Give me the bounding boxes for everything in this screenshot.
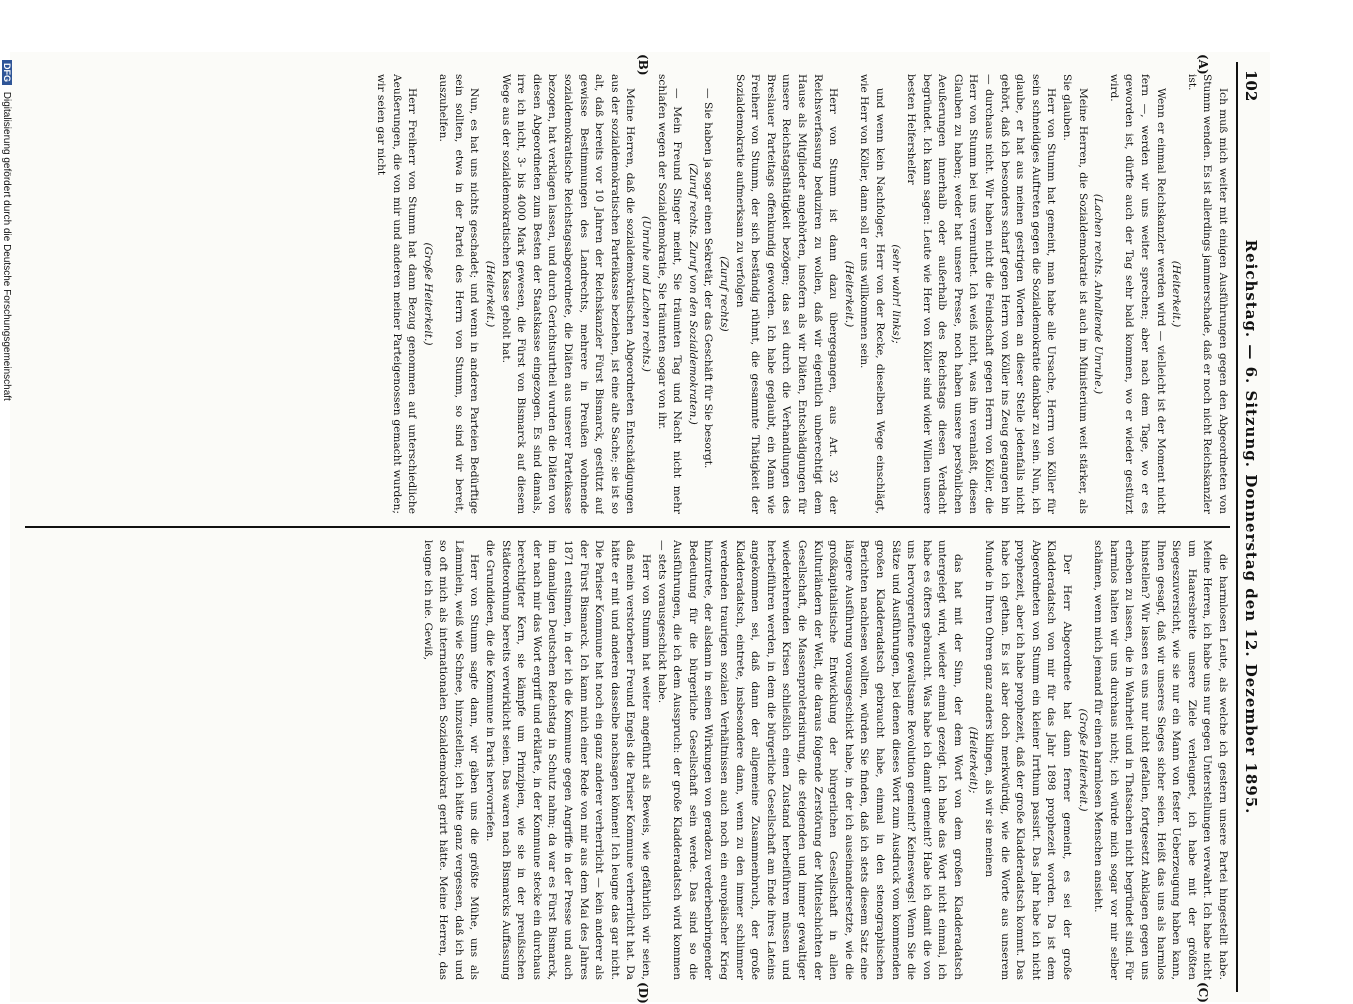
stage-direction: (Heiterkeit.) — [1170, 260, 1183, 328]
paragraph: Der Herr Abgeordnete hat dann ferner gemeint, es sei der große Kladderadatsch von mir für das Jahr 1898 prophezeit worden. Da ist dem Abgeordneten von Stumm ein kleiner Irrthum passirt. Das Jahr habe ich nicht prophezeit, aber ich habe prophezeit, daß der große Kladderadatsch kommt. Das habe ich gethan. Es ist aber doch merkwürdig, wie die Worte aus unserem Munde in Ihren Ohren ganz anders klingen, als wir sie meinen — [983, 540, 1074, 980]
stage-direction: (Heiterkeit.) — [842, 260, 855, 328]
document-page — [1, 52, 1270, 1004]
paragraph: die harmlosen Leute, als welche ich gestern unsere Partei hingestellt habe. Meine Herren, ich habe uns nur gegen Unterstellungen verwahrt. Ich habe nicht um Haaresbreite unsere Ziele verleugnet, ich habe mit der größten Siegeszuversicht, wie sie nur ein Mann von fester Ueberzeugung haben kann, Ihnen gesagt, daß wir unseres Sieges sicher seien. Heißt das uns als harmlos hinstellen? Wir lassen es uns nur nicht gefallen, fortgesetzt Anklagen gegen uns erheben zu lassen, die in Wahrheit und in Thatsachen nicht begründet sind. Für harmlos halten wir uns durchaus nicht; ich würde mich sogar vor mir selber schämen, wenn mich jemand für einen harmlosen Menschen ansieht. — [1092, 540, 1229, 980]
stage-direction: (Lachen rechts. Anhaltende Unruhe.) — [1092, 193, 1105, 395]
stage-direction: (Unruhe und Lachen rechts.) — [640, 216, 653, 372]
margin-mark-c: (C) — [1196, 982, 1210, 1003]
stage-direction: (Große Heiterkeit.) — [1076, 708, 1089, 812]
stage-direction: (Heiterkeit); — [967, 726, 980, 794]
paragraph: Ich muß mich weiter mit einigen Ausführungen gegen den Abgeordneten von Stumm wenden. Es ist allerdings jammerschade, daß er noch nicht Reichskanzler ist. — [1185, 74, 1229, 514]
paragraph: Wenn er einmal Reichskanzler werden wird — vielleicht ist der Moment nicht fern —, werden wir uns weiter sprechen; aber nach dem Tage, wo er es geworden ist, dürfte auch der Tag sehr bald kommen, wo er wieder gestürzt wird. — [1107, 74, 1167, 514]
stage-direction: (Zuruf rechts) — [718, 256, 730, 332]
paragraph: Meine Herren, daß die sozialdemokratischen Abgeordneten Entschädigungen aus der sozialdemokratischen Parteikasse beziehen, ist eine alte Sache; sie ist so alt, daß bereits vor 10 Jahren der Reichskanzler Fürst Bismarck, gestützt auf gewisse Bestimmungen des Landrechts, mehrere in Preußen wohnende sozialdemokratische Reichstagsabgeordnete, die Diäten aus unserer Parteikasse bezogen, hat verklagen lassen, und durch Gerichtsurtheil wurden die Diäten von diesen Abgeordneten zum Besten der Staatskasse eingezogen. Es sind damals, irre ich nicht, 3- bis 4000 Mark gewesen, die Fürst von Bismarck auf diesem Wege aus der sozialdemokratischen Kasse geholt hat. — [499, 74, 637, 514]
page-header — [1236, 62, 1264, 992]
footer-text: Digitalisierung gefördert durch die Deutsche Forschungsgemeinschaft — [1, 91, 12, 401]
right-text-column — [25, 540, 1230, 980]
paragraph: und wenn kein Nachfolger, Herr von der Recke, dieselben Wege einschlägt, wie Herr von Köller, dann soll er uns willkommen sein. — [858, 74, 886, 514]
stage-direction: (Große Heiterkeit.) — [421, 242, 434, 346]
paragraph: Herr von Stumm sagte dann, wir gäben uns die größte Mühe, uns als Lämmlein, weiß wie Schnee, hinzustellen; ich hätte ganz vergessen, daß ich und so oft mich als internationalen Sozialdemokrat gerirt hätte. Meine Herren, das leugne ich nie. Gewiß, — [421, 540, 481, 980]
paragraph: Herr von Stumm ist dann dazu übergegangen, aus Art. 32 der Reichsverfassung beduziren zu wollen, daß wir eigentlich unberechtigt dem Hause als Mitglieder angehörten, insofern als wir Diäten, Entschädigungen für unsere Reichstagsthätigkeit bezögen; das sei durch die Verhandlungen des Breslauer Parteitags offenkundig geworden. Ich habe geglaubt, ein Mann wie Freiherr von Stumm, der sich beständig rühmt, die gesammte Thätigkeit der Sozialdemokratie aufmerksam zu verfolgen — [733, 74, 840, 514]
page-number: 102 — [1242, 70, 1260, 102]
paragraph: das hat mit der Sinn, der dem Wort von dem großen Kladderadatsch untergelegt wird, wieder einmal gezeigt. Ich habe das Wort nicht einmal, ich habe es öfters gebraucht. Was habe ich damit gemeint? Habe ich damit die von uns hervorgerufene gewaltsame Revolution gemeint? Keineswegs! Wenn Sie die Sätze und Ausführungen, bei denen dieses Wort zum Ausdruck vom kommenden großen Kladderadatsch gebraucht habe, einmal in den stenographischen Berichten nachlesen wollten, würden Sie finden, daß ich stets diesem Satz eine längere Ausführung vorausgeschickt habe, in der ich auseinandersetzte, wie die großkapitalistische Entwicklung der bürgerlichen Gesellschaft in allen Kulturländern der Welt, die daraus folgende Zerstörung der Mittelschichten der Gesellschaft, die Massenproletarisirung, die steigenden und immer gewaltiger wiederkehrenden Krisen schließlich einen Zustand herbeiführen müssen und herbeiführen werden, in dem die bürgerliche Gesellschaft am Ende ihres Lateins angekommen sei, daß dann der allgemeine Zusammenbruch, der große Kladderadatsch, eintrete, insbesondere dann, wenn zu den immer schlimmer werdenden traurigen sozialen Verhältnissen auch noch ein europäischer Krieg hinzutrete, der alsdann in seinen Wirkungen von geradezu verderbenbringender Bedeutung für die bürgerliche Gesellschaft sein werde. Das sind so die Ausführungen, die ich dem Ausspruch: der große Kladderadatsch wird kommen — stets vorausgeschickt habe. — [655, 540, 964, 980]
paragraph: Herr von Stumm hat weiter angeführt als Beweis, wie gefährlich wir seien, daß mein verstorbener Freund Engels die Pariser Kommune verherrlicht hat. Da hätte er mit und anderen dasselbe nachsagen können! Ich leugne das gar nicht. Die Pariser Kommune hat noch ein ganz anderer verherrlicht — kein anderer als der Fürst Bismarck. Ich kann mich einer Rede von mir aus dem Mai des Jahres 1871 entsinnen, in der ich die Kommune gegen Angriffe in der Presse und auch im damaligen Deutschen Reichstag in Schutz nahm; da war es Fürst Bismarck, der nach mir das Wort ergriff und erklärte, in der Kommune stecke ein durchaus berechtigter Kern, sie kämpfe um Prinzipien, wie sie in der preußischen Städteordnung bereits verwirklicht seien. Das waren nach Bismarcks Auffassung die Grundideen, die die Kommune in Paris hervorriefen. — [484, 540, 653, 980]
margin-mark-a: (A) — [1196, 54, 1210, 75]
stage-direction: (sehr wahr! links); — [889, 244, 902, 344]
digitization-footer — [1, 60, 12, 820]
paragraph: Meine Herren, die Sozialdemokratie ist auch im Ministerium weit stärker, als Sie glauben. — [1061, 74, 1089, 514]
dfg-logo: DFG — [2, 60, 12, 85]
stage-direction: (Zuruf rechts. Zuruf von den Sozialdemokraten.) — [686, 163, 699, 425]
margin-mark-b: (B) — [636, 54, 650, 76]
paragraph: Herr Freiherr von Stumm hat dann Bezug genommen auf unterschiedliche Aeußerungen, die von mir und anderen meiner Parteigenossen gemacht wurden; wir seien gar nicht — [374, 74, 419, 514]
stage-direction: (Heiterkeit.) — [484, 260, 497, 328]
paragraph: — Mein Freund Singer meint, Sie träumten Tag und Nacht nicht mehr schlafen wegen der Sozialdemokratie, Sie träumten sogar von ihr. — [655, 74, 684, 514]
margin-mark-d: (D) — [636, 982, 650, 1004]
paragraph: Nun, es hat uns nichts geschadet; und wenn in anderen Parteien Bedürftige sein sollten, etwa in der Partei des Herrn von Stumm, so sind wir bereit, auszuhelfen. — [437, 74, 481, 514]
column-divider — [25, 526, 1230, 528]
paragraph: — Sie haben ja sogar einen Sekretär, der das Geschäft für Sie besorgt. — [702, 88, 715, 469]
left-text-column — [25, 74, 1230, 514]
page-title: Reichstag. — 6. Sitzung. Donnerstag den 12. Dezember 1895. — [1242, 239, 1260, 815]
paragraph: Herr von Stumm hat gemeint, man habe alle Ursache, Herrn von Köller für sein schneidiges Auftreten gegen die Sozialdemokratie dankbar zu sein. Nun, ich glaube, er hat aus meinen gestrigen Worten an dieser Stelle jedenfalls nicht gehört, daß ich besonders scharf gegen Herrn von Köller ins Zeug gegangen bin — durchaus nicht. Wir haben nicht die Feindschaft gegen Herrn von Köller, die Herr von Stumm bei uns vermuthet. Ich weiß nicht, was ihn veranlaßt, diesen Glauben zu haben; weder hat unsere Presse, noch haben unsere persönlichen Aeußerungen innerhalb oder außerhalb des Reichstags diesen Verdacht begründet. Ich kann sagen: Leute wie Herr von Köller sind wider Willen unsere besten Helfershelfer — [905, 74, 1058, 514]
